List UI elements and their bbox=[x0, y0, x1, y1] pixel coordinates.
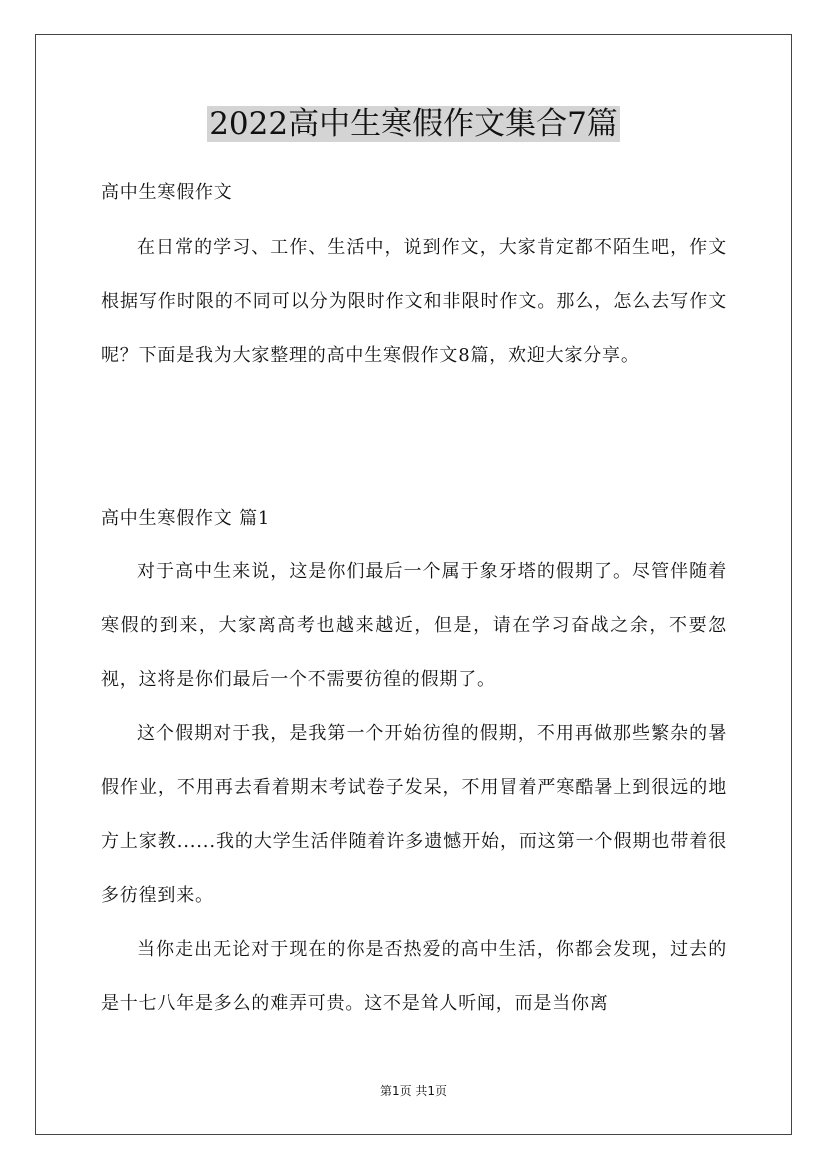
body-paragraph-1: 对于高中生来说，这是你们最后一个属于象牙塔的假期了。尽管伴随着寒假的到来，大家离高考也越来越近，但是，请在学习奋战之余，不要忽视，这将是你们最后一个不需要彷徨的假期了。 bbox=[101, 561, 727, 690]
body-paragraph-2: 这个假期对于我，是我第一个开始彷徨的假期，不用再做那些繁杂的暑假作业，不用再去看着期末考试卷子发呆，不用冒着严寒酷暑上到很远的地方上家教......我的大学生活伴随着许多遗憾开始，而这第一个假期也带着很多彷徨到来。 bbox=[101, 723, 727, 906]
body-paragraph-3: 当你走出无论对于现在的你是否热爱的高中生活，你都会发现，过去的是十七八年是多么的难弄可贵。这不是耸人听闻，而是当你离 bbox=[101, 939, 727, 1014]
chapter-heading: 高中生寒假作文 篇1 bbox=[101, 508, 271, 529]
page-footer: 第1页 共1页 bbox=[379, 1084, 448, 1098]
intro-paragraph: 在日常的学习、工作、生活中，说到作文，大家肯定都不陌生吧，作文根据写作时限的不同可以分为限时作文和非限时作文。那么，怎么去写作文呢？下面是我为大家整理的高中生寒假作文8篇，欢迎大家分享。 bbox=[101, 237, 727, 366]
document-title bbox=[0, 104, 827, 144]
section-heading: 高中生寒假作文 bbox=[101, 182, 233, 203]
document-title-text: 2022高中生寒假作文集合7篇 bbox=[209, 106, 618, 142]
